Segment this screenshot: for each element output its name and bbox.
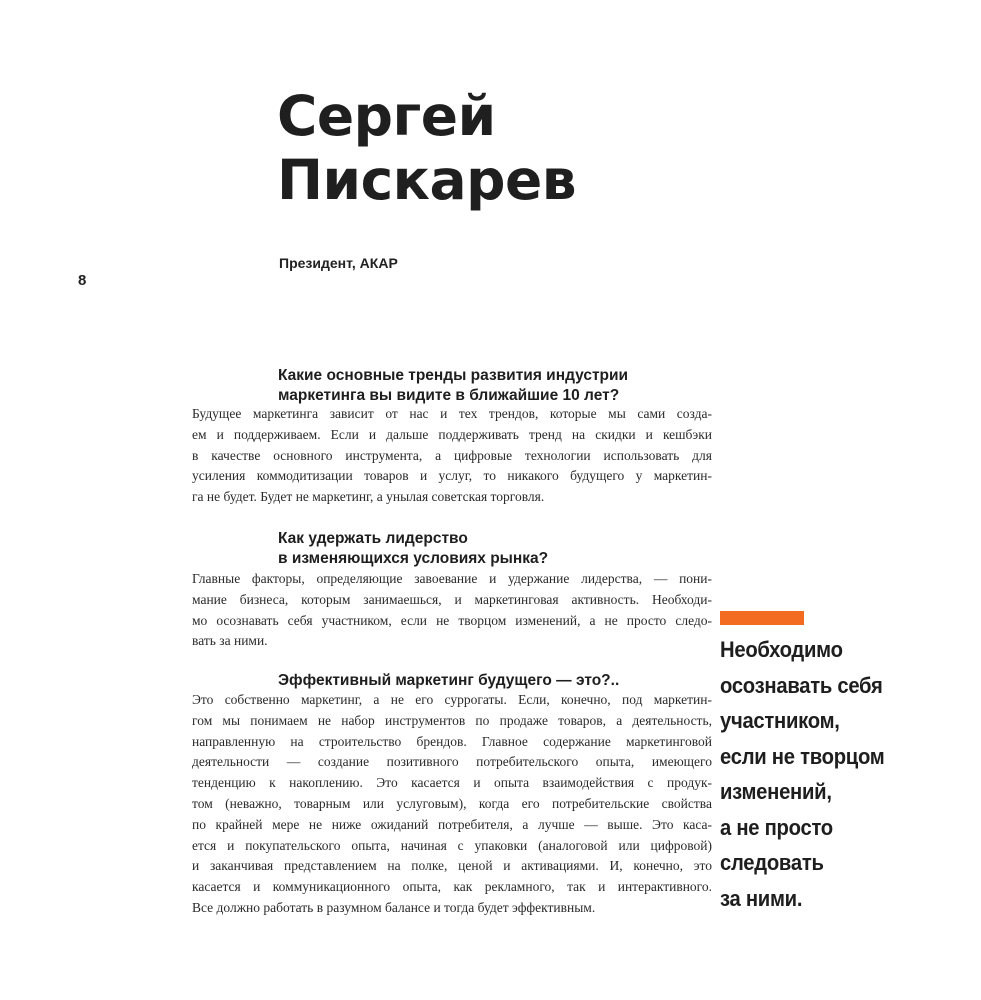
answer-paragraph bbox=[192, 404, 712, 508]
question-line: в изменяющихся условиях рынка? bbox=[278, 550, 549, 567]
answer-line: направленную на строительство брендов. Главное содержание маркетинговой bbox=[192, 733, 712, 749]
pull-quote-line: за ними. bbox=[720, 885, 803, 911]
answer-line: гом мы понимаем не набор инструментов по продаже товаров, а деятельность, bbox=[192, 712, 712, 728]
answer-line: касается и коммуникационного опыта, как рекламного, так и интерактивного. bbox=[192, 879, 712, 895]
answer-line: по крайней мере не ниже ожиданий потребителя, а лучше — выше. Это каса- bbox=[192, 816, 712, 832]
question-line: маркетинга вы видите в ближайшие 10 лет? bbox=[278, 387, 620, 404]
question-line: Какие основные тренды развития индустрии bbox=[278, 367, 629, 384]
answer-line: том (неважно, товарным или услуговым), когда его потребительские свойства bbox=[192, 795, 712, 811]
answer-line: усиления коммодитизации товаров и услуг, то никакого будущего у маркетин- bbox=[192, 468, 712, 484]
answer-line: Все должно работать в разумном балансе и тогда будет эффективным. bbox=[192, 899, 596, 915]
page-number: 8 bbox=[78, 272, 87, 289]
pull-quote-line: изменений, bbox=[720, 779, 832, 804]
pull-quote-line: участником, bbox=[720, 708, 840, 733]
answer-line: мание бизнеса, которым занимаешься, и маркетинговая активность. Необходи- bbox=[192, 591, 712, 607]
answer-line: ем и поддерживаем. Если и дальше поддерживать тренд на скидки и кешбэки bbox=[192, 426, 712, 442]
author-role: Президент, АКАР bbox=[279, 255, 398, 271]
answer-line: мо осознавать себя участником, если не творцом изменений, а не просто следо- bbox=[192, 612, 712, 628]
accent-bar bbox=[720, 611, 804, 625]
pull-quote-line: следовать bbox=[720, 850, 824, 875]
pull-quote-line: осознавать себя bbox=[720, 672, 883, 698]
question-heading bbox=[278, 366, 628, 406]
answer-line: Будущее маркетинга зависит от нас и тех трендов, которые мы сами созда- bbox=[192, 406, 712, 421]
pull-quote-line: а не просто bbox=[720, 814, 833, 840]
answer-line: в качестве основного инструмента, а цифровые технологии использовать для bbox=[192, 447, 712, 463]
question-line: Как удержать лидерство bbox=[278, 530, 468, 547]
answer-line: тенденцию к накоплению. Это касается и опыта взаимодействия с продук- bbox=[192, 775, 712, 791]
answer-line: га не будет. Будет не маркетинг, а унылая советская торговля. bbox=[192, 489, 545, 505]
question-line: Эффективный маркетинг будущего — это?.. bbox=[278, 672, 620, 689]
author-name bbox=[277, 84, 576, 212]
answer-line: ется и покупательского опыта, начиная с упаковки (аналоговой или цифровой) bbox=[192, 837, 712, 853]
author-name-line: Сергей bbox=[277, 84, 496, 148]
answer-paragraph bbox=[192, 569, 712, 652]
pull-quote bbox=[720, 632, 884, 916]
answer-line: Это собственно маркетинг, а не его суррогаты. Если, конечно, под маркетин- bbox=[192, 692, 712, 707]
answer-line: деятельности — создание позитивного потребительского опыта, имеющего bbox=[192, 754, 712, 770]
author-name-line: Пискарев bbox=[277, 148, 577, 212]
answer-line: вать за ними. bbox=[192, 633, 268, 649]
answer-line: Главные факторы, определяющие завоевание и удержание лидерства, — пони- bbox=[192, 571, 712, 586]
pull-quote-line: Необходимо bbox=[720, 637, 843, 662]
answer-line: и заканчивая представлением на полке, ценой и активациями. И, конечно, это bbox=[192, 858, 712, 874]
answer-paragraph bbox=[192, 690, 712, 919]
question-heading bbox=[278, 671, 619, 691]
pull-quote-line: если не творцом bbox=[720, 743, 885, 769]
question-heading bbox=[278, 529, 548, 569]
